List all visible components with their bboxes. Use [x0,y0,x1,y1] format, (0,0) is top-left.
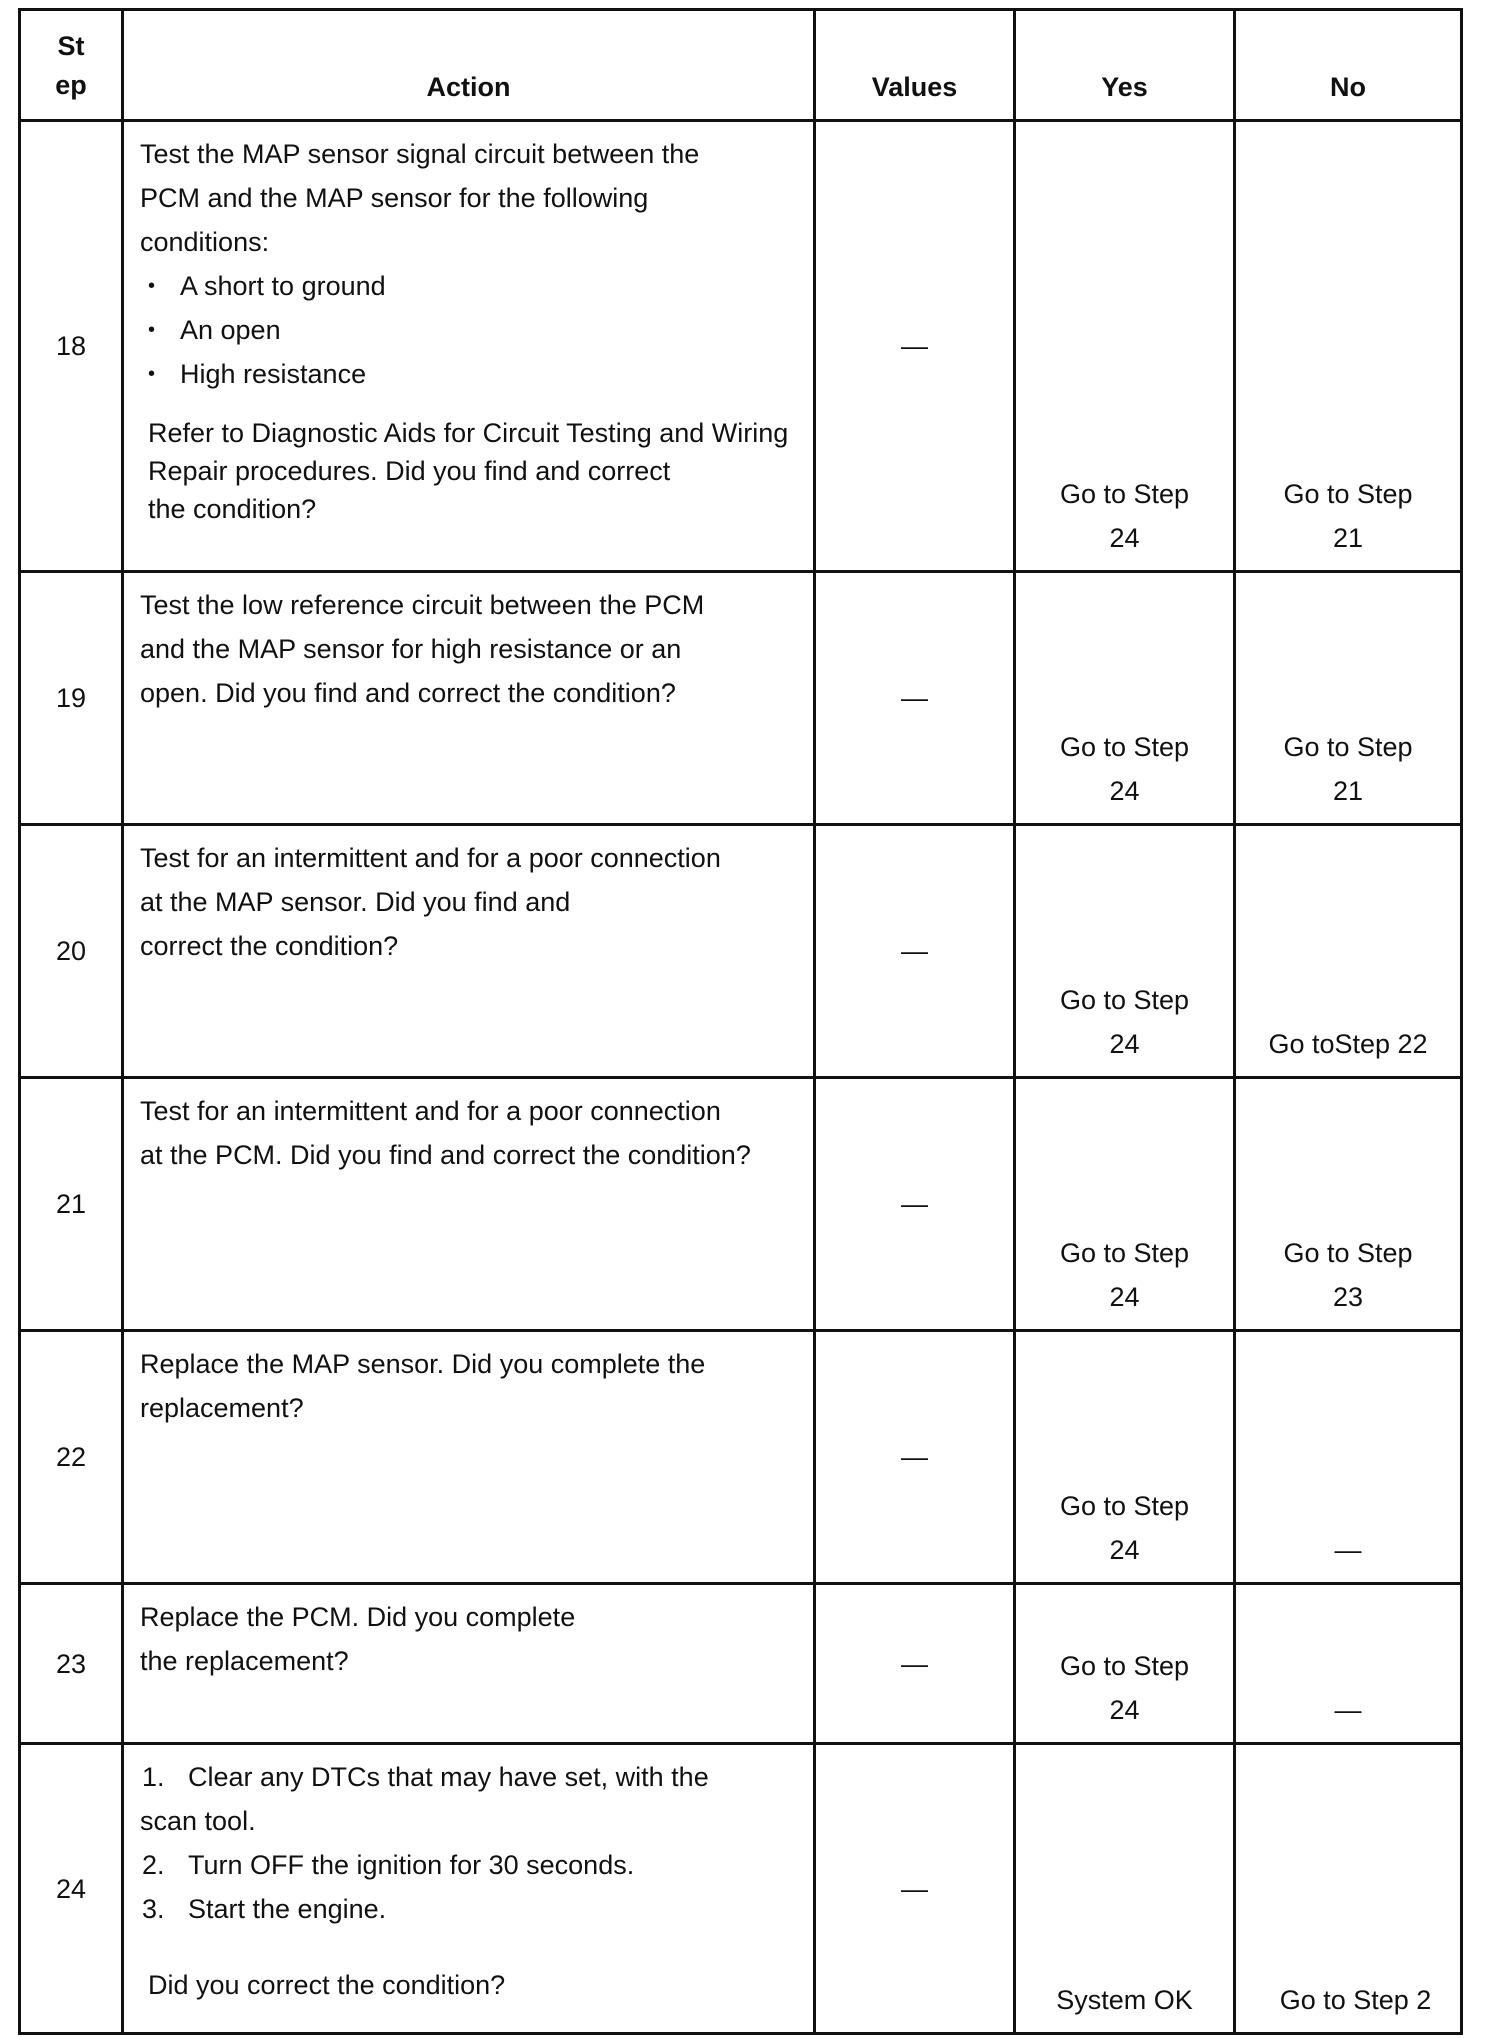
procedure-list [140,1755,795,1931]
no-goto-label: Go to Step [1283,479,1413,509]
action-line: open. Did you find and correct the condition? [140,678,676,708]
step-number: 19 [20,572,123,825]
procedure-number: 3. [142,1894,165,1924]
header-yes: Yes [1015,10,1235,121]
no-goto-step: 21 [1332,523,1364,553]
header-no: No [1235,10,1462,121]
yes-cell [1015,1584,1235,1744]
yes-goto-label: Go to Step [1059,1238,1190,1268]
no-cell [1235,1584,1462,1744]
yes-goto-step: 24 [1109,776,1140,806]
no-goto-label: Go to Step [1283,1238,1413,1268]
yes-goto-label: Go to Step [1059,985,1190,1015]
header-action: Action [123,10,815,121]
action-cell [123,1744,815,2034]
procedure-item [140,1887,795,1931]
yes-goto-step: 24 [1109,1029,1140,1059]
table-row-step-18 [20,121,1462,572]
table-row-step-23 [20,1584,1462,1744]
yes-goto-label: Go to Step [1059,1651,1190,1681]
action-line: correct the condition? [140,931,399,961]
action-line: the replacement? [140,1646,349,1676]
action-line: at the MAP sensor. Did you find and [140,887,571,917]
table-row-step-24 [20,1744,1462,2034]
procedure-item [140,1755,795,1799]
table-row-step-20 [20,825,1462,1078]
no-goto-step: 21 [1332,776,1364,806]
table-row-step-21 [20,1078,1462,1331]
values-cell: — [815,572,1015,825]
procedure-text: Start the engine. [188,1894,387,1924]
yes-cell [1015,1078,1235,1331]
action-line: at the PCM. Did you find and correct the condition? [140,1140,751,1170]
no-goto-label: Go to Step 2 [1279,1985,1432,2015]
step-number: 24 [20,1744,123,2034]
procedure-number: 2. [142,1850,165,1880]
yes-goto-label: Go to Step [1059,1491,1190,1521]
action-line: Test the low reference circuit between the PCM [140,590,705,620]
action-line: conditions: [140,227,270,257]
condition-item: • An open [140,308,795,352]
values-cell: — [815,121,1015,572]
action-cell [123,572,815,825]
action-line: Repair procedures. Did you find and correct [148,456,671,486]
header-row [20,10,1462,121]
action-cell [123,1078,815,1331]
action-line: the condition? [148,494,317,524]
values-cell: — [815,1331,1015,1584]
yes-cell [1015,572,1235,825]
procedure-item-continuation [140,1799,795,1843]
step-number: 21 [20,1078,123,1331]
yes-goto-label: Go to Step [1059,479,1190,509]
no-cell [1235,1744,1462,2034]
yes-goto-step: 24 [1109,523,1140,553]
no-cell [1235,825,1462,1078]
yes-cell [1015,121,1235,572]
procedure-text: scan tool. [140,1806,256,1836]
table-row-step-22 [20,1331,1462,1584]
yes-goto-step: 24 [1109,1535,1140,1565]
values-cell: — [815,1744,1015,2034]
diagnostic-table [18,8,1463,2035]
yes-cell [1015,825,1235,1078]
action-line: and the MAP sensor for high resistance or an [140,634,682,664]
step-number: 18 [20,121,123,572]
procedure-item [140,1843,795,1887]
procedure-text: Turn OFF the ignition for 30 seconds. [188,1850,635,1880]
no-cell [1235,572,1462,825]
action-cell [123,825,815,1078]
no-cell [1235,121,1462,572]
no-cell [1235,1078,1462,1331]
action-line: replacement? [140,1393,304,1423]
action-line: Refer to Diagnostic Aids for Circuit Testing and Wiring [148,418,789,448]
header-step [20,10,123,121]
no-goto-step: 23 [1332,1282,1364,1312]
action-line: Test for an intermittent and for a poor connection [140,1096,721,1126]
header-values: Values [815,10,1015,121]
action-cell [123,1584,815,1744]
yes-goto-label: Go to Step [1059,732,1190,762]
condition-item: • A short to ground [140,264,795,308]
step-number: 22 [20,1331,123,1584]
values-cell: — [815,1584,1015,1744]
header-step-line1: St [57,31,85,61]
header-step-line2: ep [55,70,87,100]
no-value: — [1334,1535,1362,1565]
action-line: PCM and the MAP sensor for the following [140,183,649,213]
condition-list [140,264,795,396]
action-line: Test for an intermittent and for a poor connection [140,843,721,873]
table-row-step-19 [20,572,1462,825]
action-line: Test the MAP sensor signal circuit between the [140,139,700,169]
no-goto-label: Go toStep 22 [1268,1029,1428,1059]
step-number: 20 [20,825,123,1078]
action-line: Replace the PCM. Did you complete [140,1602,576,1632]
condition-item: • High resistance [140,352,795,396]
procedure-text: Clear any DTCs that may have set, with the [188,1762,709,1792]
action-cell [123,121,815,572]
procedure-number: 1. [142,1762,165,1792]
yes-result: System OK [1056,1985,1193,2015]
yes-cell [1015,1744,1235,2034]
values-cell: — [815,1078,1015,1331]
values-cell: — [815,825,1015,1078]
action-cell [123,1331,815,1584]
yes-cell [1015,1331,1235,1584]
no-goto-label: Go to Step [1283,732,1413,762]
step-number: 23 [20,1584,123,1744]
yes-goto-step: 24 [1109,1282,1140,1312]
no-value: — [1334,1695,1362,1725]
yes-goto-step: 24 [1109,1695,1140,1725]
no-cell [1235,1331,1462,1584]
action-line: Replace the MAP sensor. Did you complete the [140,1349,706,1379]
action-line: Did you correct the condition? [148,1970,506,2000]
